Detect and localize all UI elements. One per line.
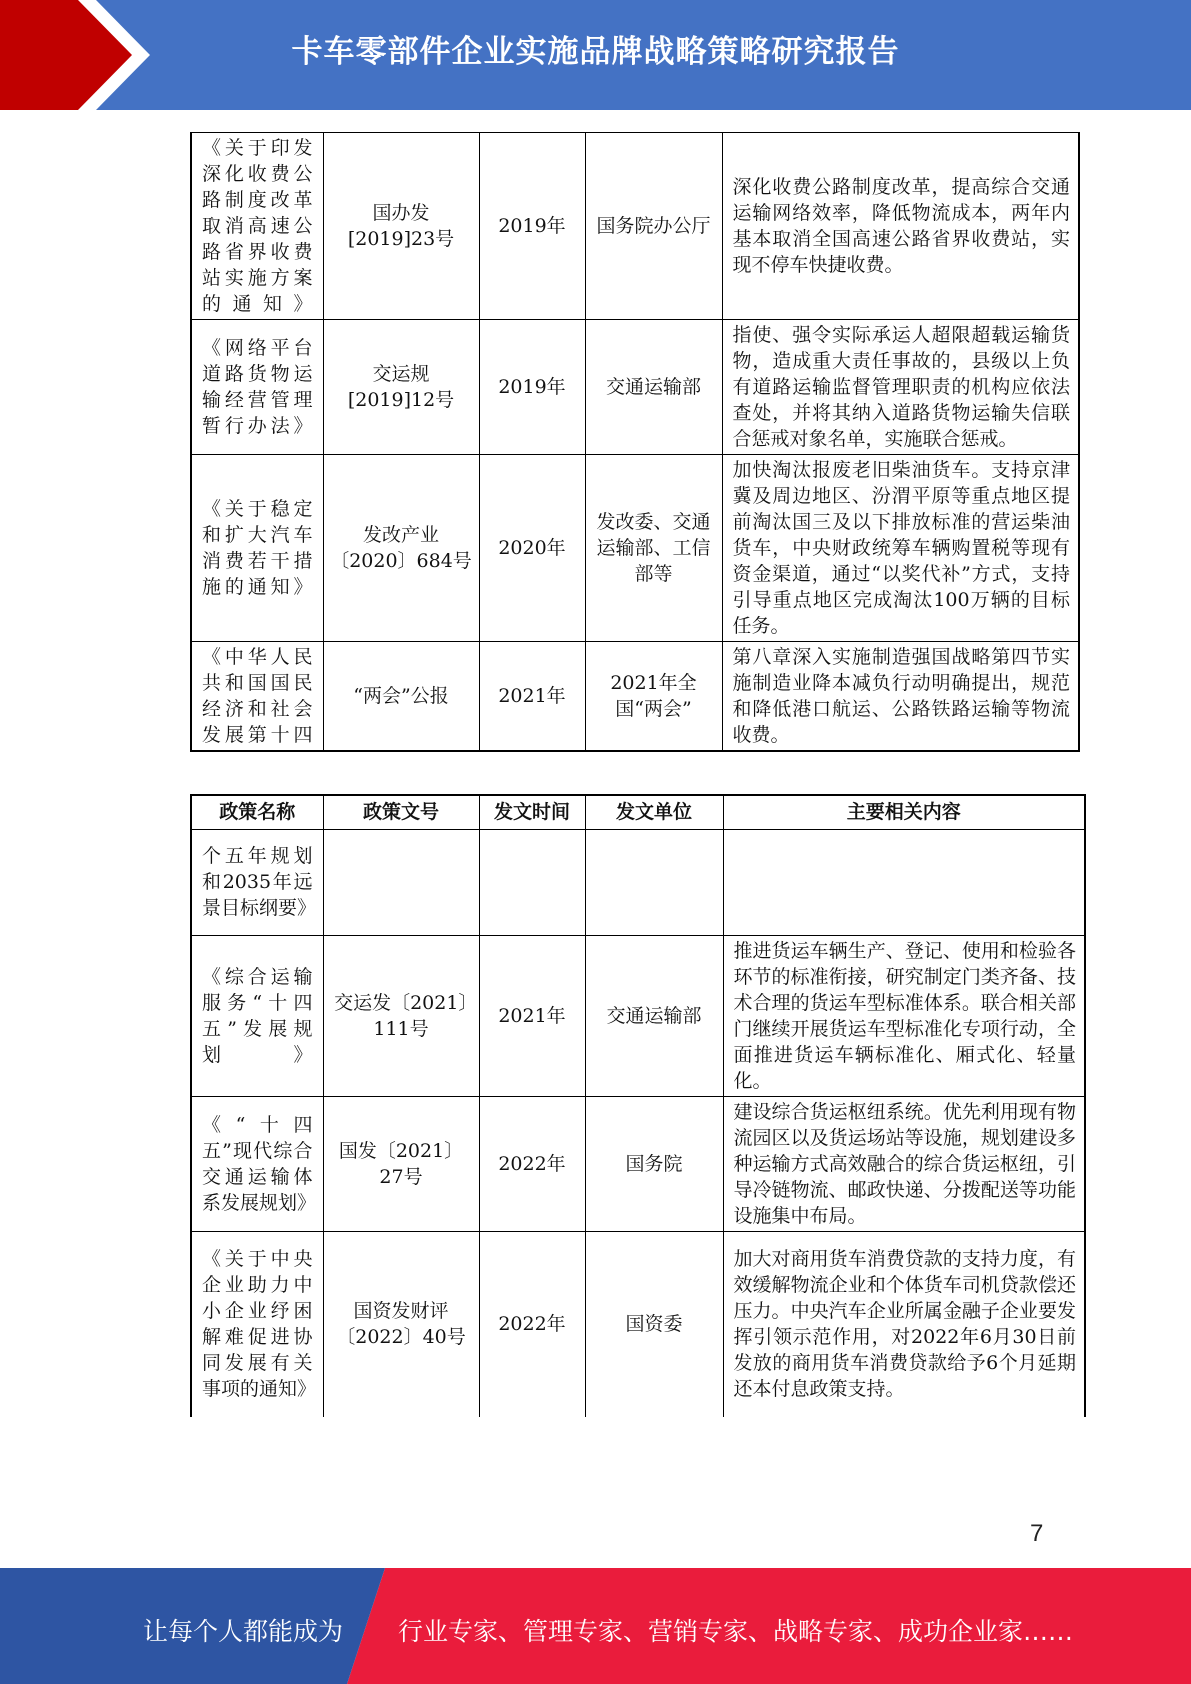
policy-docno-cell: 国发〔2021〕27号 <box>323 1096 479 1231</box>
policy-name-cell: 《“十四五”现代综合交通运输体系发展规划》 <box>191 1096 323 1231</box>
policy-docno-cell: 国办发[2019]23号 <box>323 133 479 320</box>
policy-year-cell: 2019年 <box>479 133 585 320</box>
policy-name-cell: 《关于印发深化收费公路制度改革取消高速公路省界收费站实施方案的通知》 <box>191 133 323 320</box>
table-row <box>191 829 1085 935</box>
policy-issuer-cell: 发改委、交通运输部、工信部等 <box>585 455 722 642</box>
column-header-year: 发文时间 <box>479 795 585 829</box>
policy-docno-cell: 交运发〔2021〕111号 <box>323 935 479 1096</box>
policy-docno-cell: 发改产业〔2020〕684号 <box>323 455 479 642</box>
footer-slogan-left: 让每个人都能成为 <box>143 1617 344 1646</box>
table-row <box>191 133 1079 320</box>
page-footer <box>0 1568 1191 1684</box>
table-row <box>191 1231 1085 1417</box>
policy-issuer-cell: 2021年全国“两会” <box>585 642 722 752</box>
page-number: 7 <box>1030 1520 1044 1547</box>
policy-year-cell: 2021年 <box>479 642 585 752</box>
footer-slogan-right: 行业专家、管理专家、营销专家、战略专家、成功企业家…… <box>398 1617 1074 1646</box>
table-row <box>191 935 1085 1096</box>
policy-name-cell: 《中华人民共和国国民经济和社会发展第十四 <box>191 642 323 752</box>
policy-content-cell: 深化收费公路制度改革，提高综合交通运输网络效率，降低物流成本，两年内基本取消全国高速公路省界收费站，实现不停车快捷收费。 <box>722 133 1079 320</box>
table-header-row <box>191 795 1085 829</box>
column-header-policy-name: 政策名称 <box>191 795 323 829</box>
column-header-content: 主要相关内容 <box>723 795 1085 829</box>
policy-docno-cell: 交运规[2019]12号 <box>323 320 479 455</box>
policy-issuer-cell: 国务院 <box>585 1096 723 1231</box>
policy-year-cell: 2021年 <box>479 935 585 1096</box>
policy-year-cell: 2020年 <box>479 455 585 642</box>
policy-year-cell: 2019年 <box>479 320 585 455</box>
policy-docno-cell: “两会”公报 <box>323 642 479 752</box>
policy-issuer-cell <box>585 829 723 935</box>
policy-content-cell: 推进货运车辆生产、登记、使用和检验各环节的标准衔接，研究制定门类齐备、技术合理的货运车型标准体系。联合相关部门继续开展货运车型标准化专项行动，全面推进货运车辆标准化、厢式化、轻量化。 <box>723 935 1085 1096</box>
policy-content-cell: 第八章深入实施制造强国战略第四节实施制造业降本减负行动明确提出，规范和降低港口航运、公路铁路运输等物流收费。 <box>722 642 1079 752</box>
policy-content-cell: 加大对商用货车消费贷款的支持力度，有效缓解物流企业和个体货车司机贷款偿还压力。中央汽车企业所属金融子企业要发挥引领示范作用，对2022年6月30日前发放的商用货车消费贷款给予6个月延期还本付息政策支持。 <box>723 1231 1085 1417</box>
policy-table <box>190 794 1086 1417</box>
column-header-doc-no: 政策文号 <box>323 795 479 829</box>
policy-name-cell: 《关于中央企业助力中小企业纾困解难促进协同发展有关事项的通知》 <box>191 1231 323 1417</box>
header-chevron-icon <box>0 0 150 110</box>
table-row <box>191 455 1079 642</box>
report-title: 卡车零部件企业实施品牌战略策略研究报告 <box>291 34 900 70</box>
policy-issuer-cell: 交通运输部 <box>585 935 723 1096</box>
policy-docno-cell: 国资发财评〔2022〕40号 <box>323 1231 479 1417</box>
policy-content-cell: 指使、强令实际承运人超限超载运输货物，造成重大责任事故的，县级以上负有道路运输监督管理职责的机构应依法查处，并将其纳入道路货物运输失信联合惩戒对象名单，实施联合惩戒。 <box>722 320 1079 455</box>
policy-name-cell: 《综合运输服务“十四五”发展规划》 <box>191 935 323 1096</box>
policy-docno-cell <box>323 829 479 935</box>
policy-name-cell: 《网络平台道路货物运输经营管理暂行办法》 <box>191 320 323 455</box>
table-row <box>191 1096 1085 1231</box>
policy-year-cell: 2022年 <box>479 1231 585 1417</box>
policy-name-cell: 《关于稳定和扩大汽车消费若干措施的通知》 <box>191 455 323 642</box>
table-row <box>191 320 1079 455</box>
policy-issuer-cell: 国资委 <box>585 1231 723 1417</box>
policy-content-cell <box>723 829 1085 935</box>
policy-name-cell: 个五年规划和2035年远景目标纲要》 <box>191 829 323 935</box>
column-header-issuer: 发文单位 <box>585 795 723 829</box>
policy-year-cell <box>479 829 585 935</box>
page-header <box>0 0 1191 110</box>
table-row <box>191 642 1079 752</box>
policy-content-cell: 建设综合货运枢纽系统。优先利用现有物流园区以及货运场站等设施，规划建设多种运输方式高效融合的综合货运枢纽，引导冷链物流、邮政快递、分拨配送等功能设施集中布局。 <box>723 1096 1085 1231</box>
policy-year-cell: 2022年 <box>479 1096 585 1231</box>
policy-table-continued <box>190 132 1080 752</box>
policy-issuer-cell: 国务院办公厅 <box>585 133 722 320</box>
policy-content-cell: 加快淘汰报废老旧柴油货车。支持京津冀及周边地区、汾渭平原等重点地区提前淘汰国三及以下排放标准的营运柴油货车，中央财政统筹车辆购置税等现有资金渠道，通过“以奖代补”方式，支持引导重点地区完成淘汰100万辆的目标任务。 <box>722 455 1079 642</box>
policy-issuer-cell: 交通运输部 <box>585 320 722 455</box>
